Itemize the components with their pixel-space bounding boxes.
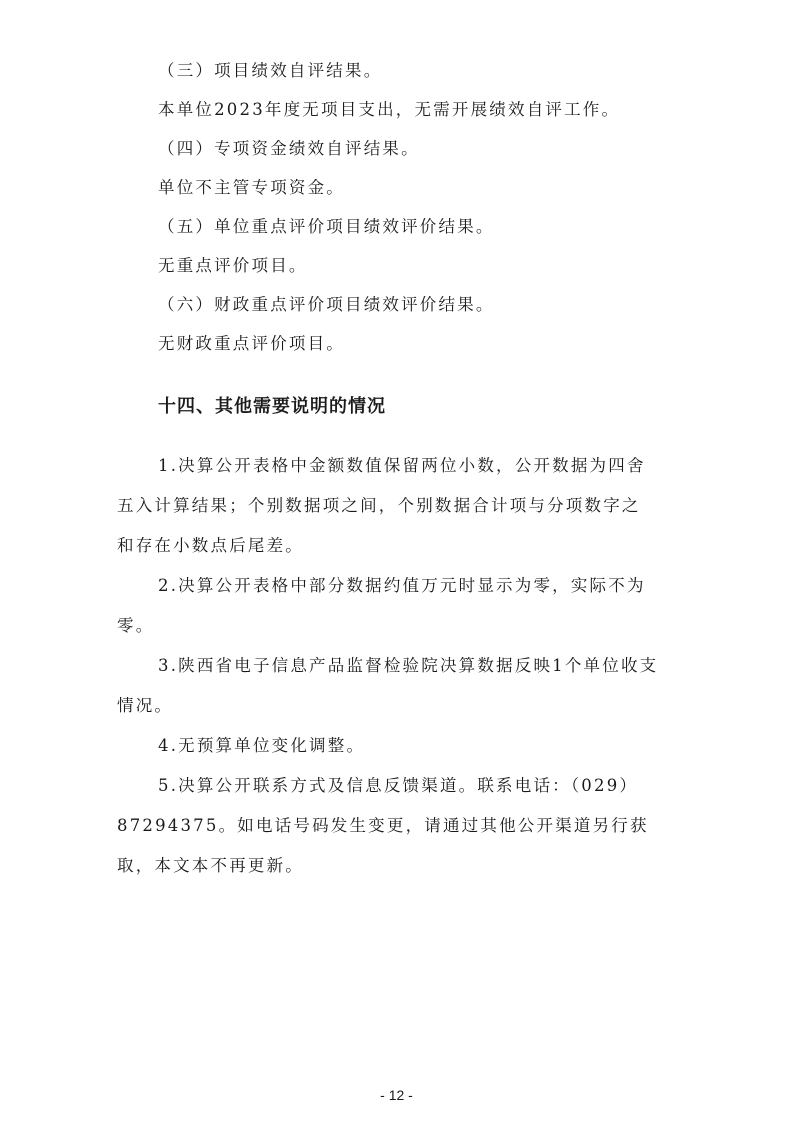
section-5-heading: （五）单位重点评价项目绩效评价结果。 <box>158 217 495 236</box>
para-3-line-2: 情况。 <box>117 696 174 715</box>
para-4-line-1: 4.无预算单位变化调整。 <box>158 736 366 755</box>
section-6-body: 无财政重点评价项目。 <box>158 334 345 353</box>
para-5-line-2: 87294375。如电话号码发生变更，请通过其他公开渠道另行获 <box>117 816 649 835</box>
para-5-line-3: 取，本文本不再更新。 <box>117 856 304 875</box>
para-5-line-1: 5.决算公开联系方式及信息反馈渠道。联系电话：（029） <box>158 776 639 795</box>
para-1-line-2: 五入计算结果；个别数据项之间，个别数据合计项与分项数字之 <box>117 496 641 515</box>
section-3-heading: （三）项目绩效自评结果。 <box>158 61 383 80</box>
para-1-line-3: 和存在小数点后尾差。 <box>117 536 304 555</box>
para-2-line-2: 零。 <box>117 616 155 635</box>
para-3-line-1: 3.陕西省电子信息产品监督检验院决算数据反映1个单位收支 <box>158 656 659 675</box>
page-number: - 12 - <box>380 1087 413 1103</box>
section-14-title: 十四、其他需要说明的情况 <box>158 396 386 417</box>
section-5-body: 无重点评价项目。 <box>158 256 308 275</box>
para-1-line-1: 1.决算公开表格中金额数值保留两位小数，公开数据为四舍 <box>158 456 646 475</box>
section-6-heading: （六）财政重点评价项目绩效评价结果。 <box>158 295 495 314</box>
section-3-body: 本单位2023年度无项目支出，无需开展绩效自评工作。 <box>158 100 621 119</box>
section-4-heading: （四）专项资金绩效自评结果。 <box>158 139 420 158</box>
para-2-line-1: 2.决算公开表格中部分数据约值万元时显示为零，实际不为 <box>158 576 646 595</box>
section-4-body: 单位不主管专项资金。 <box>158 178 345 197</box>
